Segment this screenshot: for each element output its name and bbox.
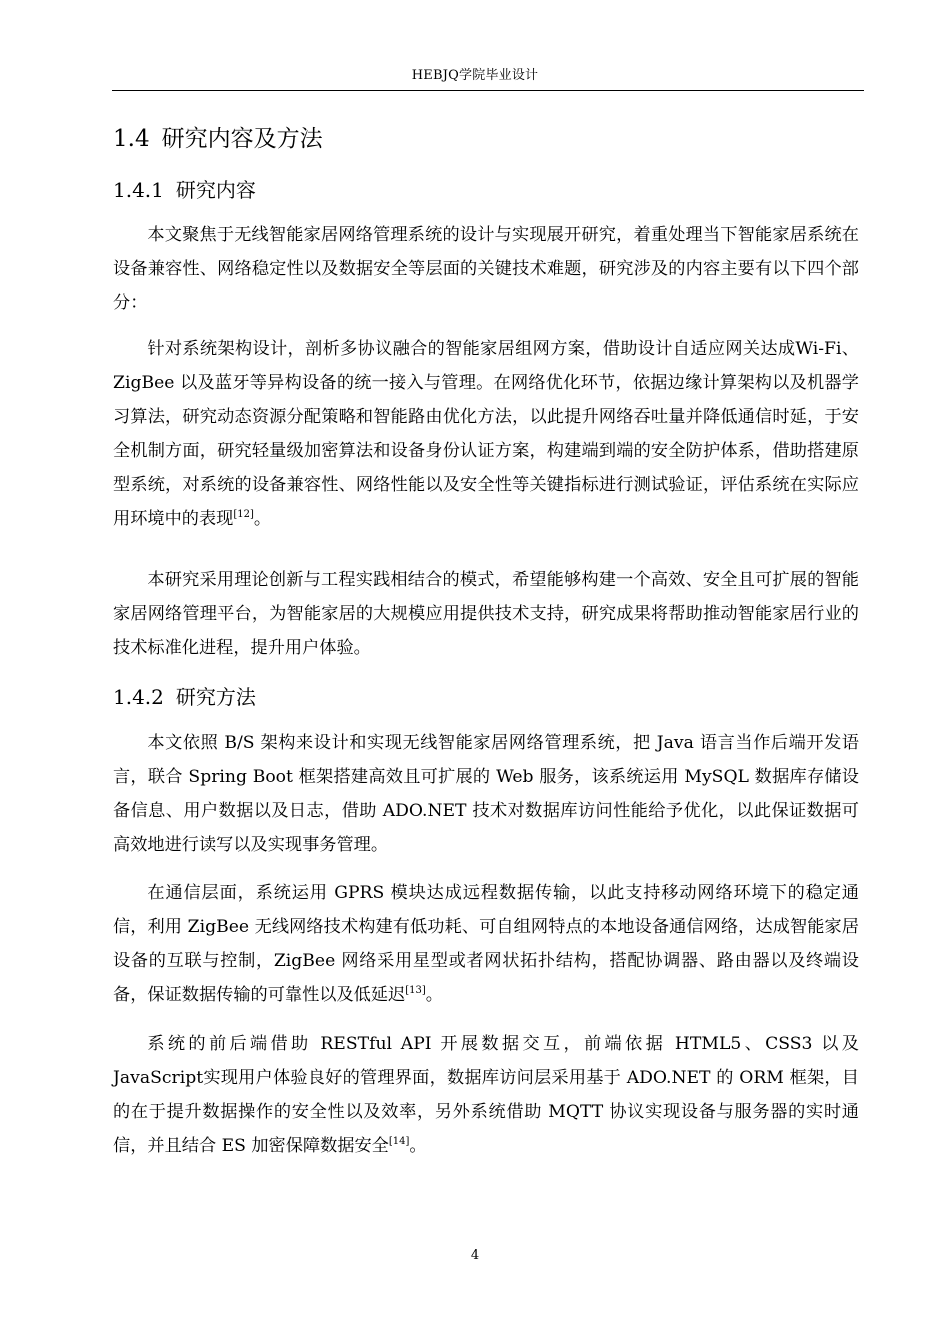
subsection-number: 1.4.2 <box>113 685 164 709</box>
subsection-heading-content <box>113 174 256 203</box>
paragraph-text: 本文依照 B/S 架构来设计和实现无线智能家居网络管理系统，把 Java 语言当作后端开发语言，联合 Spring Boot 框架搭建高效且可扩展的 Web 服务，该系统运用 MySQL 数据库存储设备信息、用户数据以及日志，借助 ADO.NET 技术对数据库访问性能给予优化，以此保证数据可高效地进行读写以及实现事务管理。 <box>113 733 859 855</box>
paragraph <box>113 218 859 320</box>
section-heading <box>113 120 323 153</box>
subsection-title: 研究内容 <box>175 178 256 202</box>
paragraph-text: 系统的前后端借助 RESTful API 开展数据交互，前端依据 HTML5、CSS3 以及JavaScript实现用户体验良好的管理界面，数据库访问层采用基于 ADO.NET 的 ORM 框架，目的在于提升数据操作的安全性以及效率，另外系统借助 MQTT 协议实现设备与服务器的实时通信，并且结合 ES 加密保障数据安全 <box>113 1034 859 1156</box>
paragraph-end: 。 <box>425 985 443 1005</box>
header-rule <box>112 90 864 91</box>
paragraph <box>113 563 859 665</box>
page-header: HEBJQ学院毕业设计 <box>411 68 539 83</box>
paragraph-text: 本文聚焦于无线智能家居网络管理系统的设计与实现展开研究，着重处理当下智能家居系统在设备兼容性、网络稳定性以及数据安全等层面的关键技术难题，研究涉及的内容主要有以下四个部分： <box>113 225 859 313</box>
paragraph <box>113 726 859 862</box>
page-number: 4 <box>470 1248 480 1263</box>
citation: [14] <box>388 1136 410 1147</box>
paragraph <box>113 876 859 1012</box>
paragraph-text: 在通信层面，系统运用 GPRS 模块达成远程数据传输，以此支持移动网络环境下的稳定通信，利用 ZigBee 无线网络技术构建有低功耗、可自组网特点的本地设备通信网络，达成智能家居设备的互联与控制，ZigBee 网络采用星型或者网状拓扑结构，搭配协调器、路由器以及终端设备，保证数据传输的可靠性以及低延迟 <box>113 883 859 1005</box>
paragraph <box>113 1027 859 1163</box>
subsection-heading-method <box>113 681 256 710</box>
subsection-number: 1.4.1 <box>113 178 164 202</box>
paragraph-end: 。 <box>409 1136 427 1156</box>
paragraph-end: 。 <box>253 509 272 529</box>
citation: [13] <box>405 985 426 996</box>
paragraph-text: 本研究采用理论创新与工程实践相结合的模式，希望能够构建一个高效、安全且可扩展的智能家居网络管理平台，为智能家居的大规模应用提供技术支持，研究成果将帮助推动智能家居行业的技术标准化进程，提升用户体验。 <box>113 570 859 658</box>
paragraph-text: 针对系统架构设计，剖析多协议融合的智能家居组网方案，借助设计自适应网关达成Wi-Fi、ZigBee 以及蓝牙等异构设备的统一接入与管理。在网络优化环节，依据边缘计算架构以及机器学习算法，研究动态资源分配策略和智能路由优化方法，以此提升网络吞吐量并降低通信时延，于安全机制方面，研究轻量级加密算法和设备身份认证方案，构建端到端的安全防护体系，借助搭建原型系统，对系统的设备兼容性、网络性能以及安全性等关键指标进行测试验证，评估系统在实际应用环境中的表现 <box>113 339 859 529</box>
paragraph <box>113 332 859 536</box>
section-title: 研究内容及方法 <box>161 126 323 152</box>
subsection-title: 研究方法 <box>175 685 256 709</box>
section-number: 1.4 <box>113 126 150 152</box>
citation: [12] <box>233 509 254 520</box>
